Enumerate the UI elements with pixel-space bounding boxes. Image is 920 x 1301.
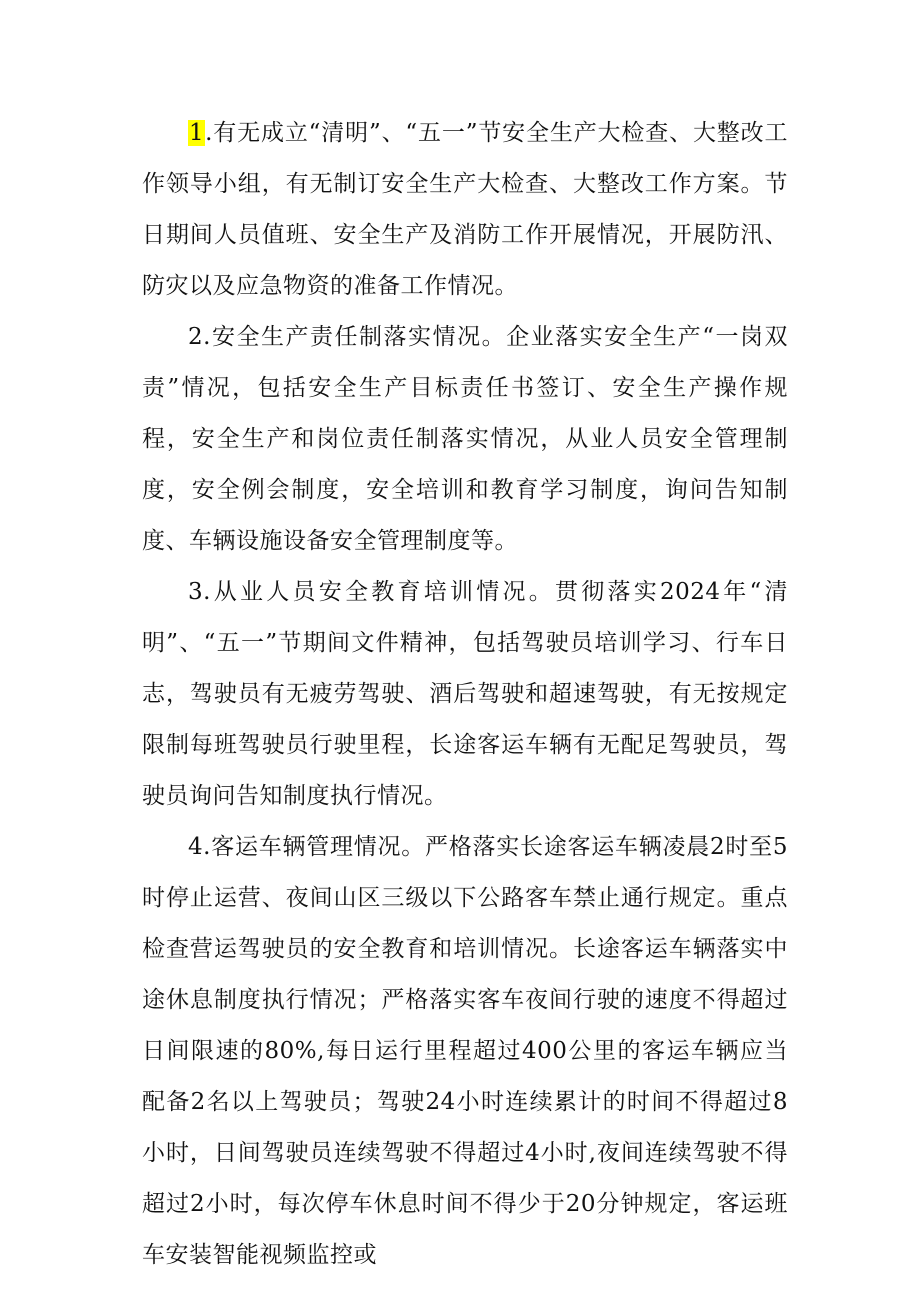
highlighted-number: 1	[189, 120, 205, 146]
paragraph-text: .安全生产责任制落实情况。企业落实安全生产“一岗双责”情况，包括安全生产目标责任书签订、安全生产操作规程，安全生产和岗位责任制落实情况，从业人员安全管理制度，安全例会制度，安全培训和教育学习制度，询问告知制度、车辆设施设备安全管理制度等。	[142, 324, 788, 554]
paragraph-text: .从业人员安全教育培训情况。贯彻落实2024年“清明”、“五一”节期间文件精神，包括驾驶员培训学习、行车日志，驾驶员有无疲劳驾驶、酒后驾驶和超速驾驶，有无按规定限制每班驾驶员行驶里程，长途客运车辆有无配足驾驶员，驾驶员询问告知制度执行情况。	[142, 579, 788, 809]
paragraph-text: .有无成立“清明”、“五一”节安全生产大检查、大整改工作领导小组，有无制订安全生产大检查、大整改工作方案。节日期间人员值班、安全生产及消防工作开展情况，开展防汛、防灾以及应急物资的准备工作情况。	[142, 120, 788, 299]
paragraph-1	[142, 108, 788, 312]
paragraph-3	[142, 567, 788, 822]
paragraph-number: 4	[188, 834, 204, 860]
paragraph-number: 2	[188, 324, 204, 350]
paragraph-text: .客运车辆管理情况。严格落实长途客运车辆凌晨2时至5时停止运营、夜间山区三级以下公路客车禁止通行规定。重点检查营运驾驶员的安全教育和培训情况。长途客运车辆落实中途休息制度执行情况；严格落实客车夜间行驶的速度不得超过日间限速的80%,每日运行里程超过400公里的客运车辆应当配备2名以上驾驶员；驾驶24小时连续累计的时间不得超过8小时，日间驾驶员连续驾驶不得超过4小时,夜间连续驾驶不得超过2小时，每次停车休息时间不得少于20分钟规定，客运班车安装智能视频监控或	[142, 834, 788, 1268]
paragraph-number: 3	[188, 579, 204, 605]
document-page	[142, 108, 788, 1280]
paragraph-2	[142, 312, 788, 567]
paragraph-4	[142, 822, 788, 1281]
